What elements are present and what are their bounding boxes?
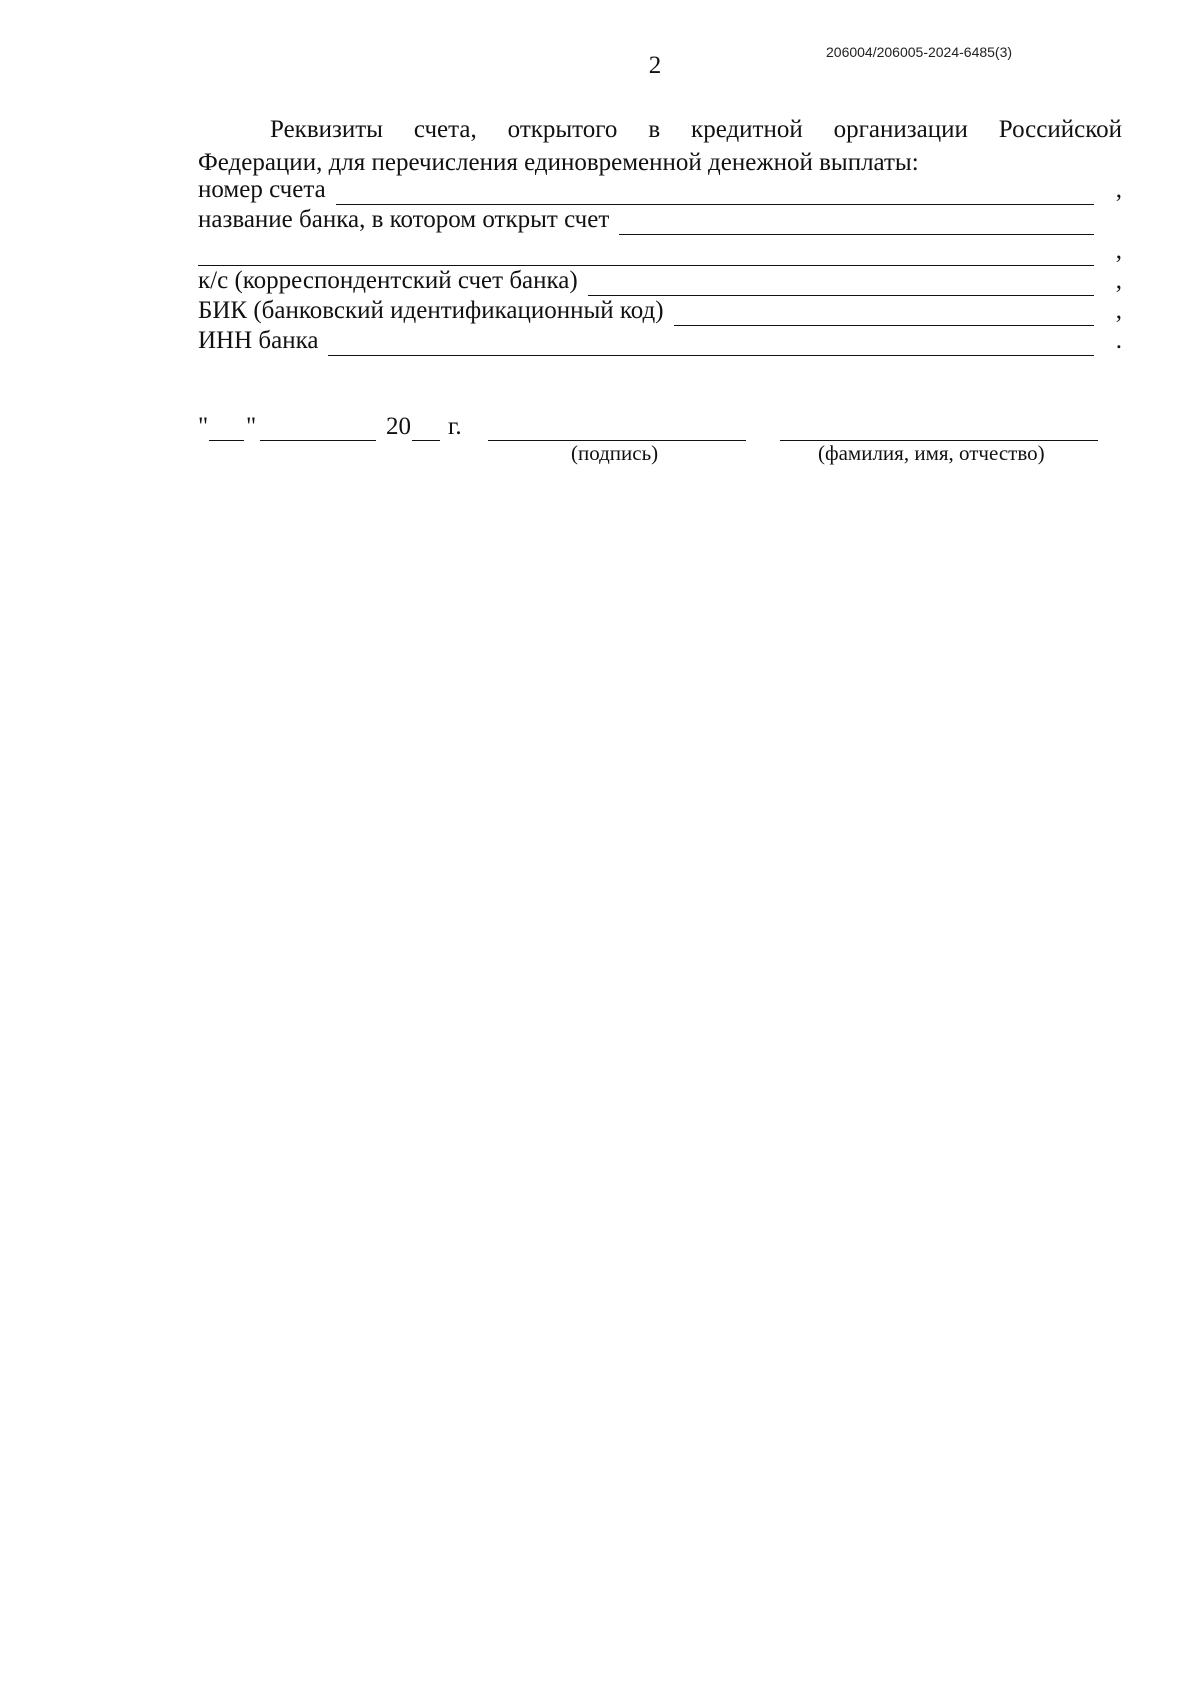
year-suffix: г. (448, 413, 462, 440)
signature-field[interactable] (488, 412, 746, 441)
bank-name-row (198, 205, 1122, 235)
date-quote-close: " (246, 413, 257, 440)
inn-punct: . (1115, 327, 1122, 354)
intro-paragraph (198, 113, 1122, 179)
bank-name-continuation-field[interactable] (198, 239, 1094, 266)
bank-name-continuation-row (198, 236, 1122, 266)
bik-punct: , (1115, 297, 1122, 324)
bank-name-field[interactable] (619, 208, 1094, 235)
bank-name-label: название банка, в котором открыт счет (198, 206, 610, 233)
full-name-field[interactable] (780, 412, 1098, 441)
account-number-label: номер счета (198, 176, 326, 203)
inn-label: ИНН банка (198, 327, 319, 354)
intro-line-1: Реквизиты счета, открытого в кредитной организации Российской (270, 116, 1122, 143)
account-number-punct: , (1115, 176, 1122, 203)
year-prefix: 20 (386, 413, 411, 440)
corr-account-punct: , (1115, 267, 1122, 294)
corr-account-label: к/с (корреспондентский счет банка) (198, 267, 578, 294)
bik-row (198, 296, 1122, 326)
document-id: 206004/206005-2024-6485(3) (826, 44, 1013, 60)
corr-account-field[interactable] (588, 269, 1094, 296)
corr-account-row (198, 266, 1122, 296)
signature-date-row (198, 412, 1122, 444)
day-field[interactable] (209, 412, 244, 441)
month-field[interactable] (260, 412, 376, 441)
account-number-row (198, 175, 1122, 205)
inn-row (198, 326, 1122, 356)
intro-line-2: Федерации, для перечисления единовременной денежной выплаты: (198, 149, 919, 176)
account-number-field[interactable] (336, 178, 1094, 205)
bik-field[interactable] (674, 299, 1094, 326)
full-name-caption: (фамилия, имя, отчество) (818, 441, 1045, 465)
signature-caption: (подпись) (571, 441, 659, 465)
page-number: 2 (648, 52, 662, 79)
bank-name-continuation-punct: , (1115, 237, 1122, 264)
inn-field[interactable] (328, 329, 1094, 356)
bik-label: БИК (банковский идентификационный код) (198, 297, 664, 324)
year-field[interactable] (412, 412, 440, 441)
date-quote-open: " (198, 413, 209, 440)
